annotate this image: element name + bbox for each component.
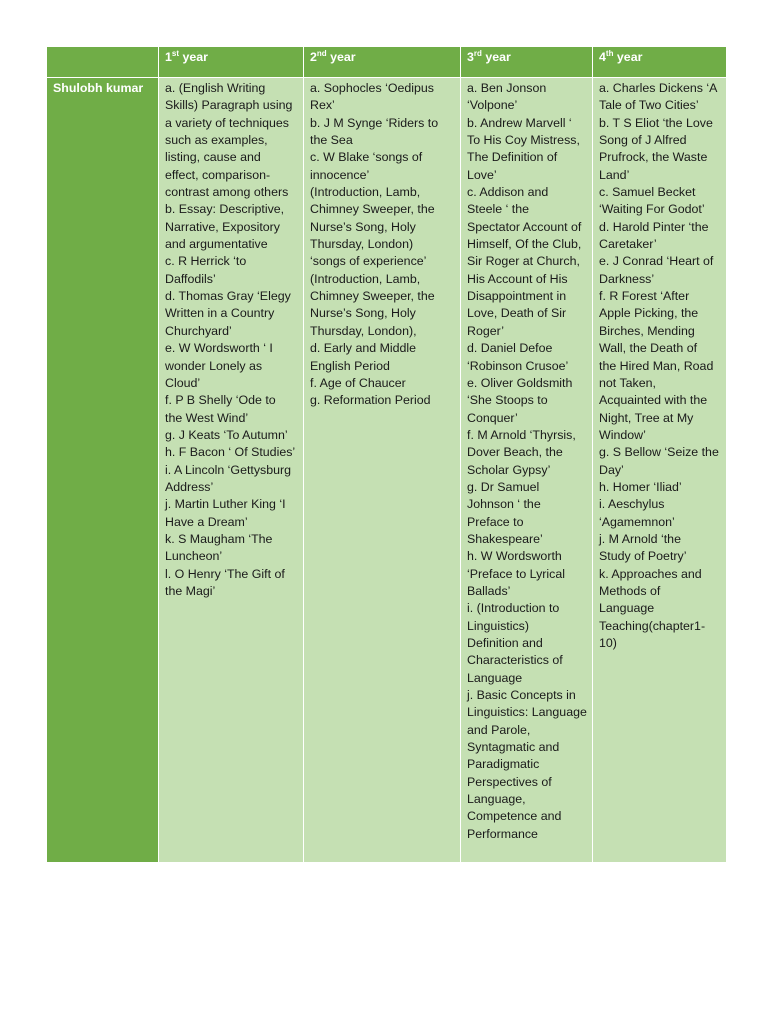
text-line: ‘Robinson Crusoe’ [467, 358, 569, 373]
text-line: His Account of His [467, 271, 568, 286]
text-line: ‘Volpone’ [467, 98, 518, 113]
text-line: a variety of techniques [165, 115, 289, 130]
text-line: Shakespeare’ [467, 531, 543, 546]
corner-cell [47, 47, 159, 78]
text-line: Address’ [165, 479, 214, 494]
text-line: Chimney Sweeper, the [310, 202, 435, 217]
text-line: Scholar Gypsy’ [467, 462, 551, 477]
text-line: the Hired Man, Road [599, 358, 714, 373]
text-line: (Introduction, Lamb, [310, 185, 421, 200]
text-line: k. Approaches and [599, 566, 702, 581]
text-line: Competence and [467, 809, 562, 824]
text-line: ‘Agamemnon’ [599, 514, 675, 529]
text-line: Chimney Sweeper, the [310, 289, 435, 304]
text-line: Have a Dream’ [165, 514, 248, 529]
student-row [47, 78, 727, 863]
text-line: Nurse’s Song, Holy [310, 306, 416, 321]
text-line: Day’ [599, 462, 624, 477]
text-line: not Taken, [599, 375, 656, 390]
text-line: Love, Death of Sir [467, 306, 567, 321]
text-line: Definition and [467, 636, 543, 650]
text-line: Disappointment in [467, 289, 567, 304]
text-line: To His Coy Mistress, [467, 133, 580, 148]
text-line: Linguistics) [467, 618, 529, 633]
header-year-4: 4th year [593, 47, 727, 78]
text-line: ‘She Stoops to [467, 393, 548, 408]
text-line: g. J Keats ‘To Autumn’ [165, 427, 288, 442]
text-line: Birches, Mending [599, 323, 695, 338]
text-line: d. Harold Pinter ‘the [599, 219, 709, 234]
text-line: ‘Waiting For Godot’ [599, 202, 705, 217]
year-3-content [461, 78, 593, 863]
text-line: Paradigmatic [467, 757, 540, 772]
text-line: d. Daniel Defoe [467, 341, 553, 356]
header-year-1: 1st year [159, 47, 304, 78]
text-line: Churchyard’ [165, 323, 232, 338]
text-line: The Definition of [467, 150, 558, 165]
text-line: g. Dr Samuel [467, 479, 540, 494]
header-row [47, 47, 727, 78]
text-line: j. Martin Luther King ‘I [165, 497, 286, 512]
text-line: Rex’ [310, 98, 335, 113]
text-line: a. Sophocles ‘Oedipus [310, 81, 434, 95]
text-line: c. R Herrick ‘to [165, 254, 247, 269]
text-line: d. Early and Middle [310, 341, 417, 356]
text-line: Tale of Two Cities’ [599, 98, 699, 113]
text-line: Thursday, London), [310, 323, 417, 338]
text-line: Song of J Alfred [599, 133, 687, 148]
text-line: i. Aeschylus [599, 497, 665, 512]
student-name: Shulobh kumar [47, 78, 159, 863]
text-line: Love’ [467, 167, 497, 182]
text-line: Linguistics: Language [467, 705, 587, 720]
syllabus-table [46, 46, 727, 863]
text-line: Spectator Account of [467, 219, 582, 234]
text-line: (Introduction, Lamb, [310, 271, 421, 286]
text-line: Roger’ [467, 323, 504, 338]
text-line: b. Essay: Descriptive, [165, 202, 285, 217]
text-line: Cloud’ [165, 375, 201, 390]
text-line: innocence’ [310, 167, 370, 182]
text-line: g. Reformation Period [310, 393, 431, 408]
text-line: c. Samuel Becket [599, 185, 696, 200]
text-line: i. A Lincoln ‘Gettysburg [165, 462, 292, 477]
text-line: Luncheon’ [165, 549, 223, 564]
text-line: Dover Beach, the [467, 445, 563, 460]
text-line: Perspectives of [467, 774, 552, 789]
text-line: l. O Henry ‘The Gift of [165, 566, 285, 581]
text-line: b. J M Synge ‘Riders to [310, 115, 439, 130]
text-line: k. S Maugham ‘The [165, 531, 273, 546]
text-line: contrast among others [165, 185, 289, 200]
text-line: g. S Bellow ‘Seize the [599, 445, 719, 460]
text-line: ‘songs of experience’ [310, 254, 427, 269]
text-line: a. Ben Jonson [467, 81, 547, 95]
text-line: f. R Forest ‘After [599, 289, 690, 304]
text-line: h. F Bacon ‘ Of Studies’ [165, 445, 296, 460]
text-line: d. Thomas Gray ‘Elegy [165, 289, 291, 304]
year-2-content [304, 78, 461, 863]
text-line: Narrative, Expository [165, 219, 280, 234]
text-line: Study of Poetry’ [599, 549, 687, 564]
text-line: Teaching(chapter1- [599, 618, 706, 633]
header-year-3: 3rd year [461, 47, 593, 78]
header-year-2: 2nd year [304, 47, 461, 78]
text-line: f. Age of Chaucer [310, 375, 406, 390]
text-line: Window’ [599, 427, 646, 442]
text-line: Ballads’ [467, 583, 511, 598]
text-line: j. Basic Concepts in [467, 688, 576, 703]
text-line: b. T S Eliot ‘the Love [599, 115, 713, 130]
text-line: Preface to [467, 514, 524, 529]
text-line: a. Charles Dickens ‘A [599, 81, 718, 95]
text-line: e. W Wordsworth ‘ I [165, 341, 273, 356]
text-line: c. Addison and [467, 185, 549, 200]
text-line: b. Andrew Marvell ‘ [467, 115, 572, 130]
text-line: e. J Conrad ‘Heart of [599, 254, 714, 269]
text-line: Himself, Of the Club, [467, 237, 582, 252]
text-line: Johnson ‘ the [467, 497, 541, 512]
text-line: Daffodils’ [165, 271, 216, 286]
text-line: j. M Arnold ‘the [599, 531, 681, 546]
text-line: the West Wind’ [165, 410, 249, 425]
text-line: Methods of [599, 583, 661, 598]
text-line: listing, cause and [165, 150, 261, 165]
text-line: Wall, the Death of [599, 341, 698, 356]
text-line: Nurse’s Song, Holy [310, 219, 416, 234]
year-4-content [593, 78, 727, 863]
text-line: Syntagmatic and [467, 740, 560, 755]
text-line: Sir Roger at Church, [467, 254, 580, 269]
text-line: a. (English Writing [165, 81, 266, 95]
text-line: ‘Preface to Lyrical [467, 566, 566, 581]
text-line: such as examples, [165, 133, 268, 148]
text-line: Steele ‘ the [467, 202, 529, 217]
text-line: h. Homer ‘Iliad’ [599, 479, 682, 494]
text-line: wonder Lonely as [165, 358, 263, 373]
text-line: the Magi’ [165, 583, 216, 598]
text-line: f. M Arnold ‘Thyrsis, [467, 427, 576, 442]
text-line: Language [467, 670, 523, 685]
text-line: Language, [467, 792, 526, 807]
text-line: Night, Tree at My [599, 410, 694, 425]
text-line: e. Oliver Goldsmith [467, 375, 573, 390]
text-line: f. P B Shelly ‘Ode to [165, 393, 276, 408]
text-line: the Sea [310, 133, 353, 148]
year-1-content [159, 78, 304, 863]
text-line: English Period [310, 358, 390, 373]
text-line: Characteristics of [467, 653, 563, 668]
text-line: Darkness’ [599, 271, 655, 286]
text-line: and Parole, [467, 722, 531, 737]
text-line: Performance [467, 826, 538, 841]
text-line: effect, comparison- [165, 167, 271, 182]
text-line: Thursday, London) [310, 237, 414, 252]
text-line: c. W Blake ‘songs of [310, 150, 423, 165]
text-line: Acquainted with the [599, 393, 708, 408]
text-line: h. W Wordsworth [467, 549, 562, 564]
text-line: Caretaker’ [599, 237, 657, 252]
text-line: i. (Introduction to [467, 601, 560, 616]
text-line: Conquer’ [467, 410, 518, 425]
text-line: Written in a Country [165, 306, 275, 321]
text-line: Language [599, 601, 655, 616]
text-line: 10) [599, 636, 617, 650]
text-line: Prufrock, the Waste [599, 150, 708, 165]
text-line: Apple Picking, the [599, 306, 699, 321]
text-line: Land’ [599, 167, 630, 182]
text-line: and argumentative [165, 237, 268, 252]
text-line: Skills) Paragraph using [165, 98, 293, 113]
